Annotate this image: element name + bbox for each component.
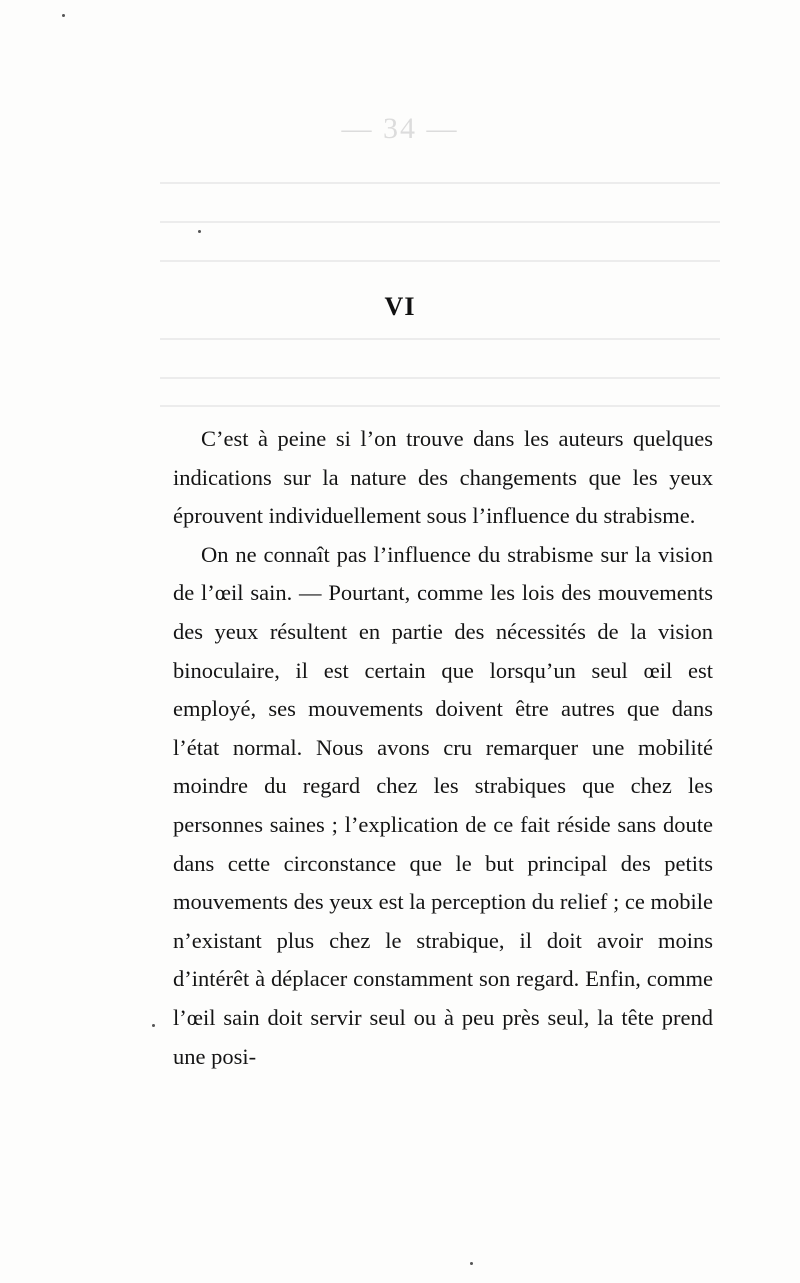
bleed-through-line [160,182,720,184]
print-speck [62,14,65,17]
print-speck [470,1262,473,1265]
bleed-through-line [160,260,720,262]
bleed-through-line [160,377,720,379]
paragraph: C’est à peine si l’on trouve dans les auteurs quelques indications sur la nature des changements que les yeux éprouvent individuellement sous l’influence du strabisme. [173,426,713,529]
body-text [173,420,713,1076]
bleed-through-line [160,405,720,407]
chapter-heading: VI [384,292,416,321]
print-speck [198,230,201,233]
bleed-through-line [160,221,720,223]
print-speck [152,1024,155,1027]
bleed-through-line [160,338,720,340]
page-number: — 34 — [341,112,459,145]
paragraph: On ne connaît pas l’influence du strabisme sur la vision de l’œil sain. — Pourtant, comme les lois des mouvements des yeux résultent en partie des nécessités de la vision binoculaire, il est certain que lorsqu’un seul œil est employé, ses mouvements doivent être autres que dans l’état normal. Nous avons cru remarquer une mobilité moindre du regard chez les strabiques que chez les personnes saines ; l’explication de ce fait réside sans doute dans cette circonstance que le but principal des petits mouvements des yeux est la perception du relief ; ce mobile n’existant plus chez le strabique, il doit avoir moins d’intérêt à déplacer constamment son regard. Enfin, comme l’œil sain doit servir seul ou à peu près seul, la tête prend une posi- [173,541,713,1069]
